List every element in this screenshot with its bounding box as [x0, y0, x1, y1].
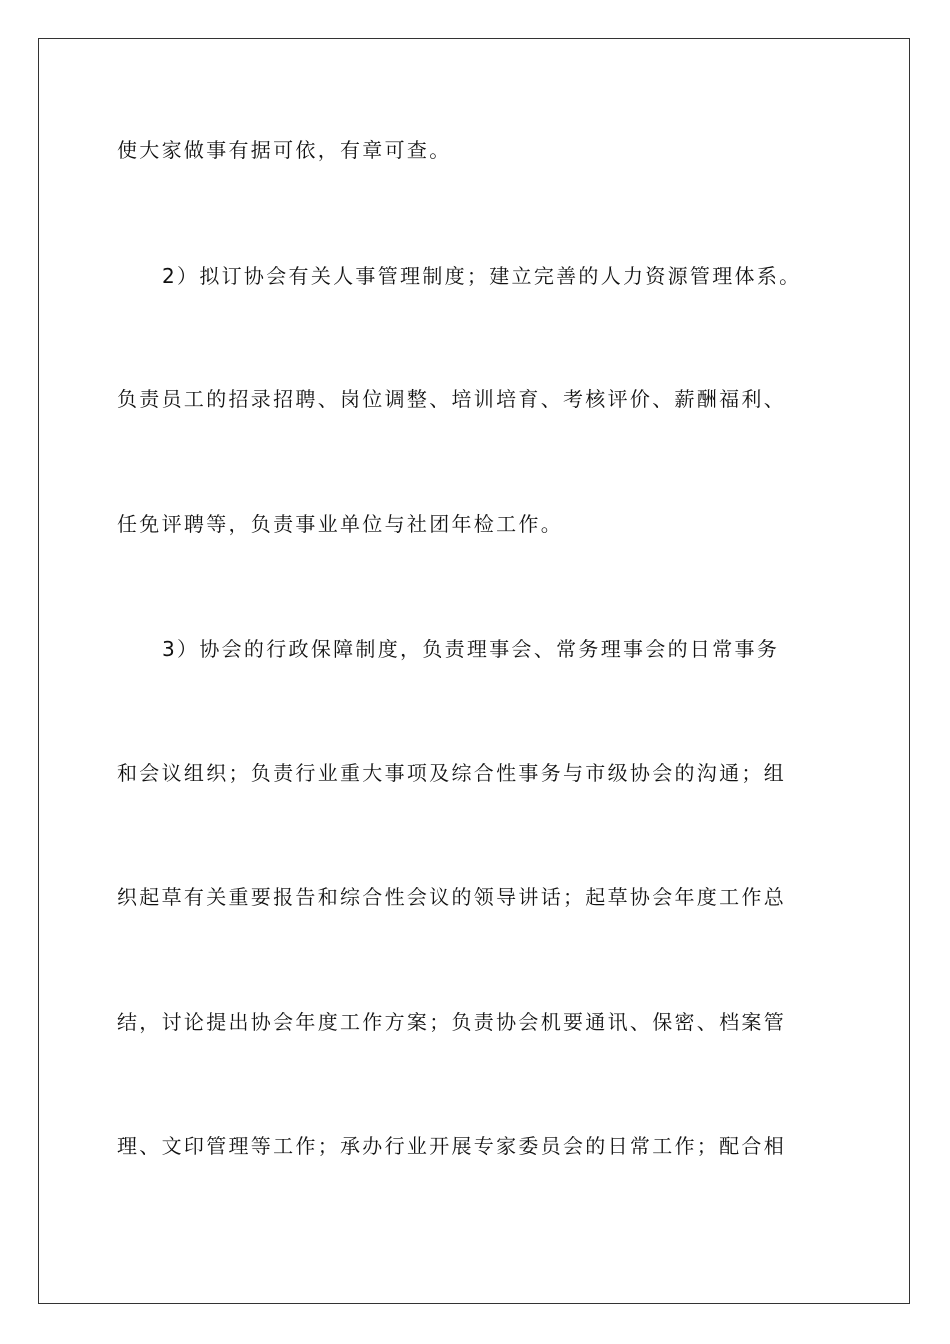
- text-line-1: 使大家做事有据可依，有章可查。: [117, 138, 452, 162]
- text-line-6: 和会议组织；负责行业重大事项及综合性事务与市级协会的沟通；组: [117, 761, 786, 785]
- text-line-8: 结，讨论提出协会年度工作方案；负责协会机要通讯、保密、档案管: [117, 1010, 786, 1034]
- text-line-2: 2）拟订协会有关人事管理制度；建立完善的人力资源管理体系。: [162, 264, 802, 288]
- text-line-5: 3）协会的行政保障制度，负责理事会、常务理事会的日常事务: [162, 637, 780, 661]
- page-border: [38, 38, 910, 1304]
- text-line-3: 负责员工的招录招聘、岗位调整、培训培育、考核评价、薪酬福利、: [117, 387, 786, 411]
- text-line-7: 织起草有关重要报告和综合性会议的领导讲话；起草协会年度工作总: [117, 885, 786, 909]
- text-line-4: 任免评聘等，负责事业单位与社团年检工作。: [117, 512, 563, 536]
- text-line-9: 理、文印管理等工作；承办行业开展专家委员会的日常工作；配合相: [117, 1134, 786, 1158]
